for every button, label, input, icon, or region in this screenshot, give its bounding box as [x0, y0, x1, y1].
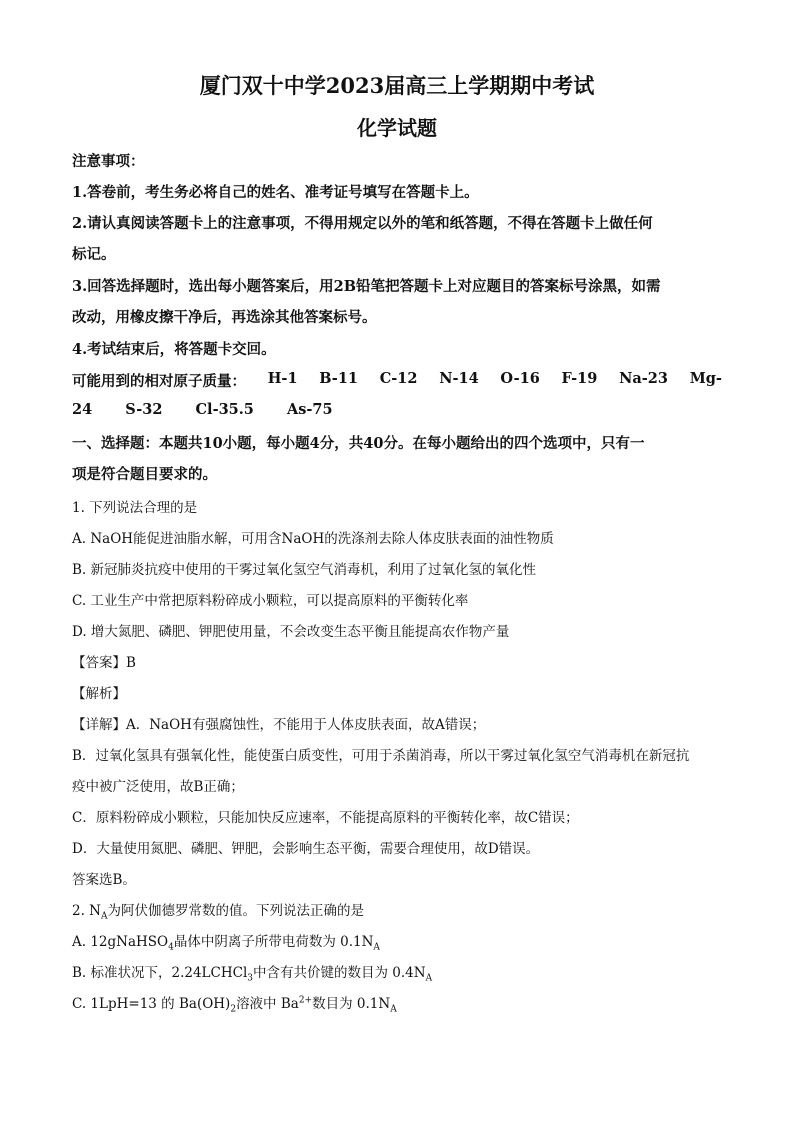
q2-option-b: [72, 961, 722, 984]
atomic-mass-value: 24: [72, 401, 93, 418]
q1-option-d: D. 增大氮肥、磷肥、钾肥使用量，不会改变生态平衡且能提高农作物产量: [72, 624, 510, 640]
q2-option-b-text: 中含有共价键的数目为 0.4N: [253, 965, 426, 981]
section-heading-a: 一、选择题：本题共10小题，每小题4分，共40分。在每小题给出的四个选项中，只有一: [72, 435, 645, 452]
q2-option-a-text: A. 12gNaHSO: [72, 934, 169, 950]
atomic-mass-value: B-11: [319, 370, 359, 387]
q1-conclusion: 答案选B。: [72, 872, 136, 888]
atomic-mass-value: As-75: [286, 401, 333, 418]
subscript: 2: [230, 1004, 237, 1015]
notice-item-1: 1.答卷前，考生务必将自己的姓名、准考证号填写在答题卡上。: [72, 184, 479, 201]
atomic-mass-value: O-16: [500, 370, 540, 387]
atomic-mass-row-2: [72, 401, 722, 418]
page-subtitle: 化学试题: [357, 116, 437, 140]
page-title: 厦门双十中学2023届高三上学期期中考试: [199, 73, 595, 98]
q1-detail-d: D．大量使用氮肥、磷肥、钾肥，会影响生态平衡，需要合理使用，故D错误。: [72, 841, 540, 857]
q2-option-b-text: B. 标准状况下，2.24LCHCl: [72, 965, 248, 981]
atomic-mass-value: S-32: [125, 401, 163, 418]
q2-stem-text: 2. N: [72, 903, 101, 919]
q1-analysis: 【解析】: [72, 686, 126, 702]
subscript: A: [425, 973, 433, 984]
q1-stem: 1. 下列说法合理的是: [72, 500, 198, 516]
atomic-mass-row-1: [72, 370, 722, 391]
atomic-mass-value: Cl-35.5: [195, 401, 254, 418]
subscript: 4: [168, 942, 174, 953]
subscript: A: [390, 1004, 397, 1015]
notice-item-3b: 改动，用橡皮擦干净后，再选涂其他答案标号。: [72, 309, 377, 326]
q1-option-a: A. NaOH能促进油脂水解，可用含NaOH的洗涤剂去除人体皮肤表面的油性物质: [72, 531, 554, 547]
atomic-mass-value: Mg-: [689, 370, 722, 387]
q2-stem: [72, 899, 722, 922]
q1-option-b: B. 新冠肺炎抗疫中使用的干雾过氧化氢空气消毒机，利用了过氧化氢的氧化性: [72, 562, 537, 578]
q2-option-a: [72, 930, 722, 953]
subscript: A: [373, 942, 380, 953]
q1-detail-a: 【详解】A．NaOH有强腐蚀性，不能用于人体皮肤表面，故A错误；: [72, 717, 486, 733]
notice-item-4: 4.考试结束后，将答题卡交回。: [72, 341, 276, 358]
atomic-mass-value: Na-23: [619, 370, 668, 387]
notice-item-3a: 3.回答选择题时，选出每小题答案后，用2B铅笔把答题卡上对应题目的答案标号涂黑，如需: [72, 278, 661, 295]
q2-option-c: [72, 992, 722, 1015]
q2-option-c-text: 数目为 0.1N: [312, 996, 391, 1012]
q1-option-c: C. 工业生产中常把原料粉碎成小颗粒，可以提高原料的平衡转化率: [72, 593, 469, 609]
section-heading-b: 项是符合题目要求的。: [72, 466, 217, 483]
q2-option-a-text: 晶体中阴离子所带电荷数为 0.1N: [173, 934, 374, 950]
q2-stem-text: 为阿伏伽德罗常数的值。下列说法正确的是: [107, 903, 364, 919]
atomic-mass-value: F-19: [561, 370, 598, 387]
notice-heading: 注意事项：: [72, 153, 145, 170]
atomic-mass-value: N-14: [439, 370, 479, 387]
subscript: A: [100, 911, 108, 922]
q2-option-c-text: C. 1LpH=13 的 Ba(OH): [72, 996, 231, 1012]
q1-detail-c: C．原料粉碎成小颗粒，只能加快反应速率，不能提高原料的平衡转化率，故C错误；: [72, 810, 579, 826]
notice-item-2b: 标记。: [72, 246, 116, 263]
notice-item-2a: 2.请认真阅读答题卡上的注意事项，不得用规定以外的笔和纸答题，不得在答题卡上做任何: [72, 215, 653, 232]
atomic-mass-value: H-1: [267, 370, 298, 387]
atomic-mass-value: C-12: [379, 370, 418, 387]
q1-detail-b-2: 疫中被广泛使用，故B正确；: [72, 779, 244, 795]
q1-answer: 【答案】B: [72, 655, 136, 671]
q1-detail-b-1: B．过氧化氢具有强氧化性，能使蛋白质变性，可用于杀菌消毒，所以干雾过氧化氢空气消毒机在新冠抗: [72, 748, 690, 764]
superscript: 2+: [298, 995, 313, 1006]
q2-option-c-text: 溶液中 Ba: [236, 996, 299, 1012]
atomic-mass-label: 可能用到的相对原子质量：: [72, 373, 246, 390]
subscript: 3: [247, 973, 254, 984]
